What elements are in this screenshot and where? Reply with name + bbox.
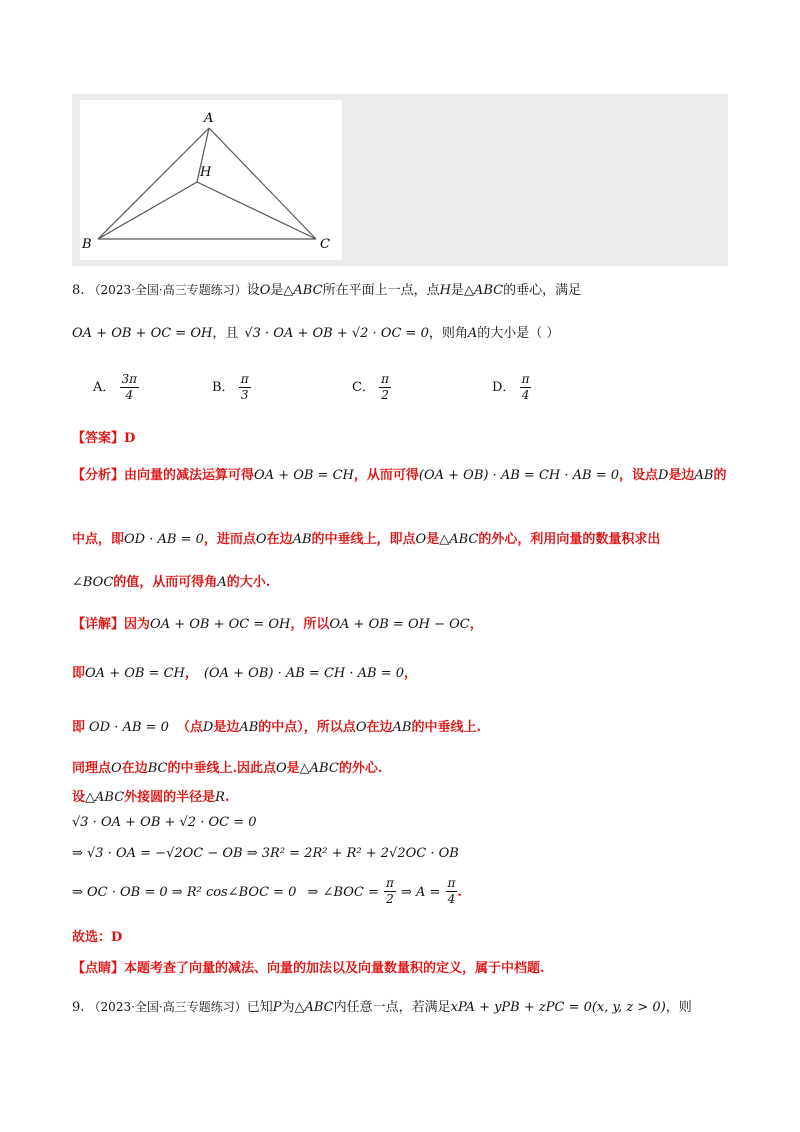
q8-text7: ，则角 [428,326,468,341]
detail-line5 [72,786,230,805]
analysis-edge-ab: AB [694,468,714,483]
detail-fraction-1 [384,876,396,907]
detail-fraction-2 [446,876,458,907]
q9-t4: ，则 [665,1000,692,1015]
detail-line2 [72,662,417,681]
option-c[interactable] [352,372,391,403]
analysis-point-o: O [255,532,267,547]
choose-value: D [111,930,123,945]
detail-point-d: D [202,720,214,735]
q9-t3: 内任意一点，若满足 [333,1000,451,1015]
q8-text2: 是 [270,283,284,298]
detail-t5: ， [184,666,198,681]
fraction-numerator: 3π [121,372,138,386]
detail-t18: 设 [72,790,86,805]
analysis-point-d: D [658,468,669,483]
analysis-eq2: (OA + OB) · AB = CH · AB = 0 [418,468,620,483]
label-a: A [204,111,214,126]
analysis-t7: ，进而点 [203,532,256,547]
detail-triangle-2: △ABC [85,790,125,805]
detail-eq5: OD · AB = 0 [89,720,169,735]
answer-line [72,427,135,446]
detail-eq4: (OA + OB) · AB = CH · AB = 0 [203,666,404,681]
detail-eq-l3c: ⇒ A = [400,885,441,900]
detail-t14: 在边 [121,761,148,776]
analysis-t1: 由向量的减法运算可得 [124,468,255,483]
analysis-t9: 的中垂线上，即点 [311,532,416,547]
detail-point-o-3: O [275,761,287,776]
detail-t11: 在边 [366,720,393,735]
detail-t12: 的中垂线上. [411,720,481,735]
analysis-eq1: OA + OB = CH [254,468,354,483]
analysis-line3 [72,571,270,590]
comment-label: 【点睛】 [72,961,125,976]
analysis-line2 [72,528,660,547]
detail-eq3: OA + OB = CH [85,666,185,681]
q9-equation: xPA + yPB + zPC = 0(x, y, z > 0) [450,1000,666,1015]
detail-label: 【详解】 [72,617,125,632]
analysis-t12: 的值，从而可得角 [113,575,218,590]
question-9-line1 [72,996,692,1015]
detail-edge-ab: AB [239,720,259,735]
analysis-t6: 中点，即 [72,532,125,547]
fraction-denominator: 3 [240,388,249,402]
option-fraction [520,372,532,403]
analysis-eq3: OD · AB = 0 [124,532,204,547]
comment-line [72,957,545,976]
detail-t16: 是 [286,761,300,776]
analysis-t13: 的大小. [226,575,271,590]
detail-radius: R [215,790,225,805]
detail-edge-ab-2: AB [392,720,412,735]
detail-t15: 的中垂线上.因此点 [167,761,276,776]
analysis-edge-ab-2: AB [292,532,312,547]
q8-equation-1: OA + OB + OC = OH [72,326,213,341]
edge-ac [209,128,316,239]
option-letter: A． [93,380,116,395]
q8-text3: 所在平面上一点，点 [322,283,440,298]
answer-value: D [124,431,136,446]
detail-t6: ， [404,666,418,681]
detail-t9: 是边 [213,720,240,735]
analysis-triangle: △ABC [439,532,479,547]
detail-t3: ， [469,617,483,632]
q9-t2: 为 [281,1000,295,1015]
option-a[interactable] [93,372,139,403]
fraction-numerator: π [447,876,456,890]
q8-triangle: △ABC [283,283,323,298]
question-number: 8. [72,283,85,298]
label-b: B [82,237,92,252]
detail-eq-end: . [457,885,462,900]
detail-t19: 外接圆的半径是 [124,790,216,805]
question-source: （2023·全国·高三专题练习） [88,1000,247,1014]
option-b[interactable] [212,372,251,403]
detail-point-o-2: O [111,761,122,776]
detail-t13: 同理点 [72,761,112,776]
detail-line4 [72,757,382,776]
segment-hc [197,182,316,239]
fraction-denominator: 4 [125,388,134,402]
detail-eq2: OA + OB = OH − OC [329,617,470,632]
detail-t4: 即 [72,666,86,681]
option-fraction [379,372,391,403]
analysis-t11: 的外心，利用向量的数量积求出 [478,532,661,547]
question-8-line1 [72,279,581,298]
analysis-line1 [72,464,726,483]
comment-text: 本题考查了向量的减法、向量的加法以及向量数量积的定义，属于中档题. [124,961,545,976]
detail-triangle: △ABC [299,761,339,776]
analysis-t3: ，设点 [619,468,659,483]
option-letter: C． [352,380,375,395]
fraction-denominator: 2 [386,892,394,906]
analysis-t4: 是边 [668,468,695,483]
question-source: （2023·全国·高三专题练习） [88,283,247,297]
segment-hb [98,182,197,239]
q8-text5: 的垂心，满足 [503,283,582,298]
analysis-t5: 的 [713,468,727,483]
detail-line1 [72,613,483,632]
option-letter: D． [492,380,516,395]
detail-t17: 的外心. [338,761,383,776]
analysis-t10: 是 [426,532,440,547]
fraction-numerator: π [381,372,389,386]
detail-t8: （点 [176,720,203,735]
analysis-t8: 在边 [266,532,293,547]
q8-text8: 的大小是（ ） [477,326,560,341]
answer-label: 【答案】 [72,431,125,446]
detail-eq1: OA + OB + OC = OH [150,617,291,632]
detail-equation-line1: √3 · OA + OB + √2 · OC = 0 [72,815,257,830]
fraction-numerator: π [385,876,394,890]
q8-text6: ，且 [212,326,239,341]
detail-edge-bc: BC [147,761,168,776]
q8-point-o: O [259,283,271,298]
question-8-line2 [72,322,559,341]
detail-equation-line2: ⇒ √3 · OA = −√2OC − OB ⇒ 3R² = 2R² + R² + 2√2OC · OB [72,846,459,861]
q8-angle-a: A [467,326,478,341]
analysis-angle-boc: ∠BOC [72,575,114,590]
option-fraction [120,372,140,403]
detail-eq-l3a: ⇒ OC · OB = 0 ⇒ R² cos∠BOC = 0 [72,885,297,900]
option-letter: B． [212,380,235,395]
detail-t20: . [224,790,230,805]
q8-point-h: H [439,283,451,298]
edge-ab [98,128,209,239]
fraction-numerator: π [240,372,249,386]
detail-line3 [72,716,481,735]
label-h: H [200,165,212,180]
question-number: 9. [72,1000,85,1015]
fraction-denominator: 4 [447,892,456,906]
triangle-figure [80,100,342,260]
analysis-label: 【分析】 [72,468,125,483]
q9-triangle: △ABC [294,1000,334,1015]
detail-t7: 即 [72,720,86,735]
triangle-diagram [80,100,342,260]
detail-t2: ，所以 [290,617,330,632]
choose-label: 故选： [72,930,112,945]
fraction-numerator: π [521,372,530,386]
detail-eq-l3b: ⇒ ∠BOC = [307,885,379,900]
label-c: C [320,237,330,252]
choose-line [72,926,122,945]
analysis-angle-a: A [217,575,227,590]
option-fraction [239,372,251,403]
detail-t1: 因为 [124,617,151,632]
q8-equation-2: √3 · OA + OB + √2 · OC = 0 [244,326,429,341]
detail-point-o: O [355,720,367,735]
analysis-point-o-2: O [415,532,427,547]
fraction-denominator: 2 [381,388,389,402]
q9-t1: 已知 [246,1000,273,1015]
detail-equation-line3 [72,876,462,907]
fraction-denominator: 4 [521,388,530,402]
q8-text4: 是 [450,283,464,298]
option-d[interactable] [492,372,531,403]
analysis-t2: ，从而可得 [353,468,419,483]
q8-triangle-2: △ABC [463,283,504,298]
q9-point-p: P [272,1000,282,1015]
q8-text1: 设 [246,283,260,298]
detail-t10: 的中点），所以点 [258,720,356,735]
